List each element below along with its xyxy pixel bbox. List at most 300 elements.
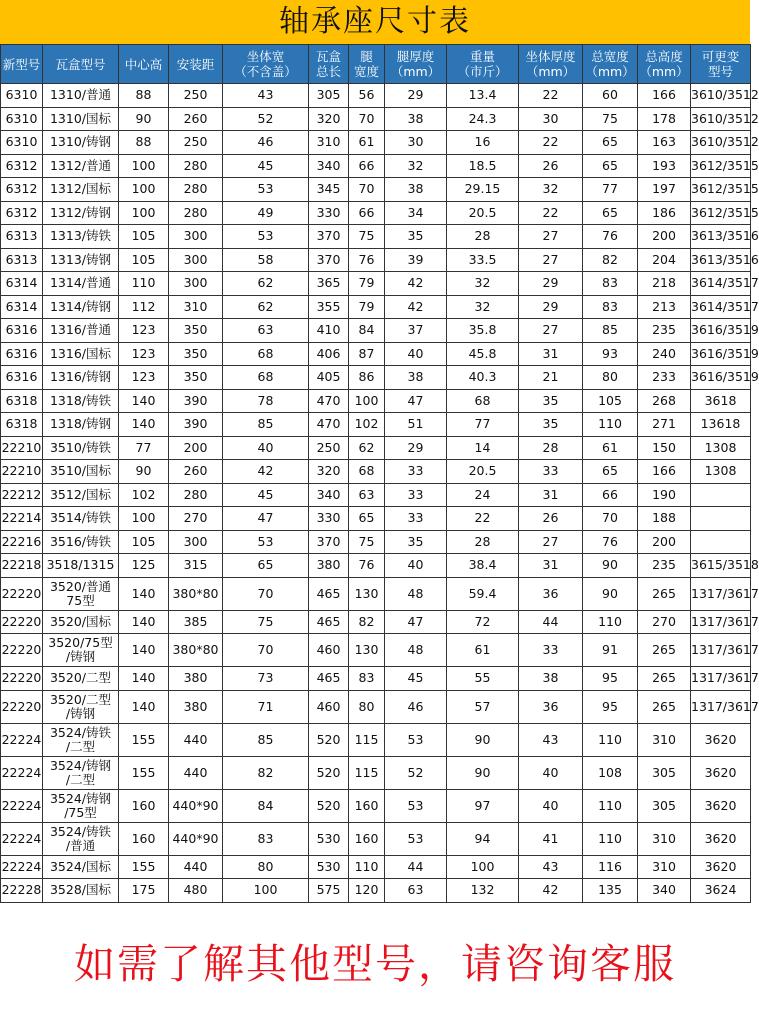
table-cell: 22 [519,84,583,108]
table-cell: 310 [309,131,349,155]
table-cell: 57 [447,690,519,723]
table-cell: 140 [119,389,169,413]
table-cell: 575 [309,879,349,903]
column-header: 中心高 [119,45,169,84]
table-cell: 22220 [1,610,43,634]
table-cell: 68 [447,389,519,413]
table-cell: 365 [309,272,349,296]
table-cell: 1318/铸钢 [43,413,119,437]
table-cell: 300 [169,248,223,272]
table-row [1,225,751,249]
table-cell: 68 [223,342,309,366]
column-header: 瓦盒型号 [43,45,119,84]
table-cell: 35 [385,530,447,554]
table-cell: 22218 [1,554,43,578]
table-cell: 26 [519,154,583,178]
table-cell: 3624 [691,879,751,903]
table-cell: 72 [447,610,519,634]
table-cell: 13.4 [447,84,519,108]
table-cell: 6310 [1,107,43,131]
table-row [1,855,751,879]
table-cell: 22220 [1,577,43,610]
table-cell: 530 [309,855,349,879]
table-cell: 3614/3517 [691,272,751,296]
table-cell: 465 [309,577,349,610]
table-cell: 40 [519,789,583,822]
table-cell: 29 [519,295,583,319]
table-cell: 32 [385,154,447,178]
table-cell: 160 [119,789,169,822]
table-cell: 22228 [1,879,43,903]
table-body [1,84,759,903]
table-cell: 41 [519,822,583,855]
table-cell: 1310/国标 [43,107,119,131]
table-cell: 35 [385,225,447,249]
table-cell: 24 [447,483,519,507]
table-cell: 166 [638,84,691,108]
table-cell: 380*80 [169,634,223,667]
table-cell: 3618 [691,389,751,413]
table-cell: 52 [223,107,309,131]
table-cell: 22210 [1,460,43,484]
table-cell: 115 [349,756,385,789]
table-cell: 82 [349,610,385,634]
table-cell: 1310/普通 [43,84,119,108]
table-cell: 235 [638,554,691,578]
table-cell: 125 [119,554,169,578]
table-cell: 115 [349,723,385,756]
table-cell: 55 [447,667,519,691]
table-cell: 45.8 [447,342,519,366]
table-cell: 280 [169,178,223,202]
table-cell: 33 [519,634,583,667]
table-cell: 84 [223,789,309,822]
table-cell: 110 [583,789,638,822]
table-row [1,436,751,460]
table-cell: 31 [519,554,583,578]
table-cell: 6316 [1,319,43,343]
table-cell: 3528/国标 [43,879,119,903]
table-cell: 42 [385,272,447,296]
table-row [1,366,751,390]
table-row [1,690,751,723]
table-cell: 56 [349,84,385,108]
table-cell: 38 [519,667,583,691]
table-cell: 460 [309,634,349,667]
column-header: 可更变 型号 [691,45,751,84]
table-cell: 410 [309,319,349,343]
table-cell: 47 [385,389,447,413]
table-cell: 95 [583,690,638,723]
table-row [1,154,751,178]
table-cell: 35.8 [447,319,519,343]
table-cell: 140 [119,610,169,634]
table-cell: 40 [223,436,309,460]
table-cell: 26 [519,507,583,531]
table-cell: 22210 [1,436,43,460]
table-cell: 31 [519,342,583,366]
column-header: 重量 （市斤） [447,45,519,84]
table-cell: 110 [583,723,638,756]
table-cell: 3510/国标 [43,460,119,484]
table-cell: 3524/铸铁 /二型 [43,723,119,756]
table-cell: 30 [519,107,583,131]
table-cell: 80 [583,366,638,390]
table-cell: 45 [223,483,309,507]
table-cell: 22 [519,201,583,225]
table-row [1,413,751,437]
table-cell: 16 [447,131,519,155]
table-cell: 123 [119,319,169,343]
table-cell: 61 [447,634,519,667]
table-cell: 6314 [1,295,43,319]
table-cell: 310 [638,822,691,855]
table-cell: 3613/3516 [691,248,751,272]
table-cell: 53 [223,178,309,202]
table-cell: 18.5 [447,154,519,178]
table-cell: 123 [119,342,169,366]
table-cell: 37 [385,319,447,343]
table-cell: 22214 [1,507,43,531]
table-cell: 6318 [1,389,43,413]
table-cell: 38.4 [447,554,519,578]
table-cell: 6316 [1,366,43,390]
table-cell: 22220 [1,634,43,667]
table-cell: 83 [349,667,385,691]
table-cell: 3518/1315 [43,554,119,578]
table-cell: 33 [519,460,583,484]
table-cell: 75 [223,610,309,634]
table-cell: 1313/铸铁 [43,225,119,249]
table-cell: 43 [519,855,583,879]
table-cell: 310 [638,855,691,879]
table-cell: 29 [385,436,447,460]
table-cell: 32 [447,272,519,296]
table-cell: 470 [309,413,349,437]
table-row [1,879,751,903]
table-cell: 61 [583,436,638,460]
table-cell: 1316/普通 [43,319,119,343]
table-cell: 3524/铸钢 /二型 [43,756,119,789]
table-cell: 240 [638,342,691,366]
table-cell: 90 [447,723,519,756]
table-cell: 465 [309,667,349,691]
table-cell: 440*90 [169,789,223,822]
table-cell: 65 [223,554,309,578]
table-cell: 44 [519,610,583,634]
table-cell: 260 [169,107,223,131]
table-cell: 6310 [1,84,43,108]
table-cell: 204 [638,248,691,272]
table-cell: 42 [385,295,447,319]
table-cell: 3610/3512 [691,131,751,155]
table-cell: 3520/国标 [43,610,119,634]
table-cell: 36 [519,690,583,723]
table-cell: 3612/3515 [691,178,751,202]
table-row [1,756,751,789]
table-cell: 71 [223,690,309,723]
table-cell: 3620 [691,756,751,789]
table-cell: 94 [447,822,519,855]
table-cell: 370 [309,248,349,272]
table-cell: 35 [519,389,583,413]
table-cell: 77 [119,436,169,460]
table-cell: 1317/3617 [691,634,751,667]
table-cell: 46 [385,690,447,723]
table-cell: 47 [385,610,447,634]
table-cell: 155 [119,756,169,789]
table-cell: 27 [519,248,583,272]
table-cell: 79 [349,272,385,296]
table-cell: 70 [223,577,309,610]
table-cell: 100 [119,154,169,178]
table-cell: 6312 [1,201,43,225]
table-row [1,554,751,578]
table-cell: 3610/3512 [691,107,751,131]
table-cell: 271 [638,413,691,437]
column-header: 坐体宽 （不含盖） [223,45,309,84]
table-cell: 105 [583,389,638,413]
table-cell: 405 [309,366,349,390]
table-row [1,507,751,531]
table-cell: 280 [169,201,223,225]
table-cell: 1316/国标 [43,342,119,366]
table-cell: 1318/铸铁 [43,389,119,413]
table-cell [691,483,751,507]
column-header: 总宽度 （mm） [583,45,638,84]
table-cell: 83 [583,295,638,319]
table-cell: 76 [583,530,638,554]
table-cell: 20.5 [447,460,519,484]
table-cell: 33 [385,460,447,484]
table-cell: 3520/普通 75型 [43,577,119,610]
table-cell: 380 [169,690,223,723]
table-cell: 110 [119,272,169,296]
table-cell: 100 [119,507,169,531]
table-cell: 70 [223,634,309,667]
table-cell: 3610/3512 [691,84,751,108]
table-cell: 75 [583,107,638,131]
table-cell: 100 [223,879,309,903]
table-row [1,577,751,610]
table-cell: 61 [349,131,385,155]
table-cell: 36 [519,577,583,610]
table-cell: 120 [349,879,385,903]
table-cell: 3615/3518 [691,554,751,578]
table-cell: 470 [309,389,349,413]
table-cell: 90 [119,107,169,131]
table-cell: 85 [223,723,309,756]
table-cell: 480 [169,879,223,903]
column-header: 新型号 [1,45,43,84]
table-cell: 20.5 [447,201,519,225]
table-cell: 91 [583,634,638,667]
table-cell: 82 [223,756,309,789]
table-cell: 80 [349,690,385,723]
table-cell: 163 [638,131,691,155]
table-cell: 250 [309,436,349,460]
table-cell: 88 [119,84,169,108]
table-cell: 13618 [691,413,751,437]
table-cell: 75 [349,225,385,249]
table-cell: 250 [169,84,223,108]
table-row [1,178,751,202]
table-cell: 310 [169,295,223,319]
table-cell: 76 [349,554,385,578]
table-cell: 440 [169,723,223,756]
table-cell: 87 [349,342,385,366]
table-cell: 66 [583,483,638,507]
table-cell: 40.3 [447,366,519,390]
table-cell: 175 [119,879,169,903]
table-cell: 3616/3519 [691,342,751,366]
table-cell: 235 [638,319,691,343]
table-cell: 155 [119,855,169,879]
table-cell: 82 [583,248,638,272]
table-cell: 140 [119,634,169,667]
table-cell: 465 [309,610,349,634]
table-cell: 3524/国标 [43,855,119,879]
table-cell: 90 [119,460,169,484]
table-cell: 265 [638,634,691,667]
table-cell: 190 [638,483,691,507]
table-header-row [1,45,751,84]
table-cell: 58 [223,248,309,272]
table-cell: 3620 [691,822,751,855]
table-cell: 140 [119,690,169,723]
table-cell: 1314/铸钢 [43,295,119,319]
table-row [1,389,751,413]
table-cell: 3516/铸铁 [43,530,119,554]
table-row [1,84,751,108]
table-cell: 110 [583,413,638,437]
table-cell: 65 [583,131,638,155]
table-cell: 305 [638,756,691,789]
table-cell: 85 [223,413,309,437]
table-cell: 46 [223,131,309,155]
table-cell: 22220 [1,667,43,691]
table-cell: 53 [385,723,447,756]
table-cell: 1317/3617 [691,610,751,634]
table-cell: 305 [638,789,691,822]
table-cell: 79 [349,295,385,319]
table-cell: 440 [169,756,223,789]
table-cell: 28 [447,225,519,249]
table-cell: 63 [349,483,385,507]
table-cell: 102 [349,413,385,437]
table-cell: 350 [169,319,223,343]
table-cell: 40 [519,756,583,789]
column-header: 安装距 [169,45,223,84]
table-cell: 29 [385,84,447,108]
table-cell: 300 [169,272,223,296]
table-cell: 38 [385,107,447,131]
table-cell: 270 [169,507,223,531]
column-header: 总高度 （mm） [638,45,691,84]
table-cell: 385 [169,610,223,634]
table-row [1,342,751,366]
table-cell: 300 [169,530,223,554]
table-cell: 186 [638,201,691,225]
table-cell: 65 [583,201,638,225]
table-cell: 62 [349,436,385,460]
table-cell: 60 [583,84,638,108]
table-cell: 24.3 [447,107,519,131]
table-cell: 3616/3519 [691,366,751,390]
table-cell: 105 [119,248,169,272]
table-cell: 35 [519,413,583,437]
table-cell: 22 [447,507,519,531]
table-cell: 22212 [1,483,43,507]
table-cell: 520 [309,756,349,789]
column-header: 瓦盒 总长 [309,45,349,84]
table-cell: 1312/铸钢 [43,201,119,225]
table-cell: 22224 [1,723,43,756]
table-cell: 32 [519,178,583,202]
table-cell: 370 [309,530,349,554]
table-cell: 197 [638,178,691,202]
table-cell: 6316 [1,342,43,366]
table-cell: 3612/3515 [691,154,751,178]
table-cell: 65 [583,154,638,178]
table-cell: 3614/3517 [691,295,751,319]
table-cell: 42 [519,879,583,903]
table-cell: 280 [169,154,223,178]
table-cell: 49 [223,201,309,225]
table-cell: 51 [385,413,447,437]
table-row [1,201,751,225]
table-cell: 3620 [691,789,751,822]
table-cell: 520 [309,723,349,756]
table-cell: 53 [223,225,309,249]
table-cell: 6312 [1,154,43,178]
table-row [1,483,751,507]
table-cell: 160 [349,789,385,822]
table-row [1,295,751,319]
table-cell: 200 [169,436,223,460]
table-cell: 340 [309,483,349,507]
table-cell: 75 [349,530,385,554]
table-cell: 140 [119,413,169,437]
table-cell: 90 [583,554,638,578]
table-cell: 83 [223,822,309,855]
table-cell: 43 [519,723,583,756]
table-cell: 1312/国标 [43,178,119,202]
table-cell: 100 [119,178,169,202]
table-cell: 66 [349,154,385,178]
table-cell: 66 [349,201,385,225]
table-cell: 97 [447,789,519,822]
table-cell: 265 [638,667,691,691]
table-cell: 123 [119,366,169,390]
table-cell: 1313/铸钢 [43,248,119,272]
table-cell: 1312/普通 [43,154,119,178]
table-cell: 6310 [1,131,43,155]
table-cell: 140 [119,577,169,610]
table-cell: 21 [519,366,583,390]
table-cell: 70 [583,507,638,531]
table-cell: 65 [583,460,638,484]
table-cell: 45 [223,154,309,178]
table-cell: 27 [519,530,583,554]
table-cell: 530 [309,822,349,855]
table-cell: 200 [638,530,691,554]
table-cell: 3520/二型 /铸钢 [43,690,119,723]
table-cell: 42 [223,460,309,484]
table-cell: 140 [119,667,169,691]
table-row [1,530,751,554]
table-cell: 213 [638,295,691,319]
